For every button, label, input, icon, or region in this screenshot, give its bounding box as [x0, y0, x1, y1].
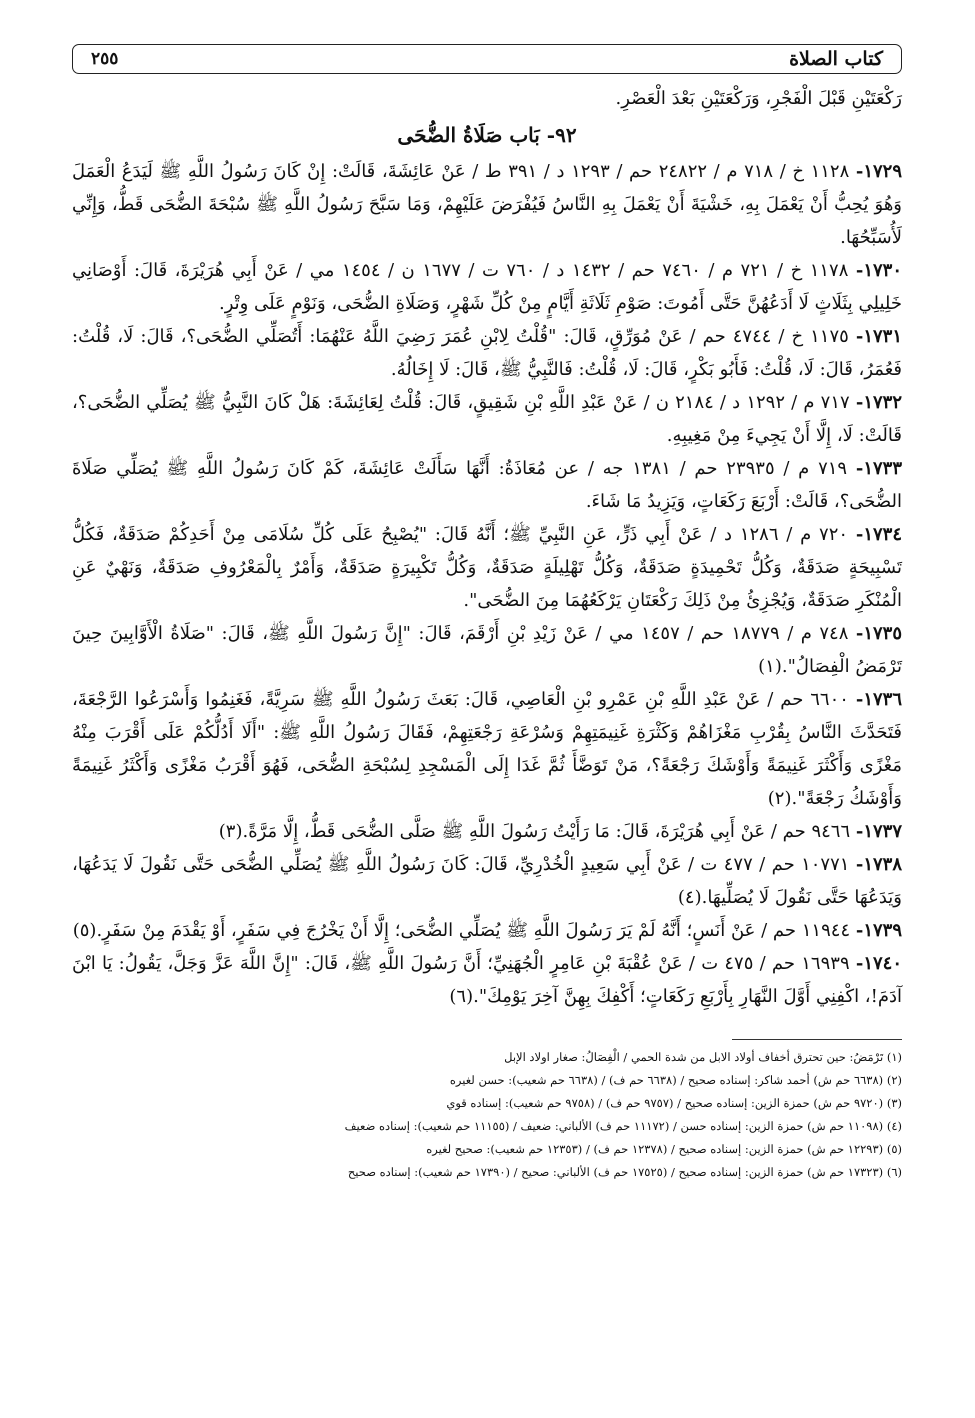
continuation-text: رَكْعَتَيْنِ قَبْلَ الْفَجْرِ، وَرَكْعَتَيْنِ بَعْدَ الْعَصْرِ.	[615, 88, 902, 109]
hadith-text: ٧٤٨ م / ١٨٧٧٩ حم / ١٤٥٧ مي / عَنْ زَيْدِ بْنِ أَرْقَمَ، قَالَ: "إِنَّ رَسُولَ اللَّهِ ﷺ، قَالَ: "صَلَاةُ الْأَوَّابِينَ حِينَ تَرْمَضُ الْفِصَالُ".(١)	[72, 623, 902, 677]
running-header	[72, 44, 902, 74]
hadith-number: ١٧٣٠-	[855, 260, 902, 281]
footnote: (١) تَرْمَضُ: حين تحترق أخفاف أولاد الابل من شدة الحمي / الْفِصَالُ: صغار اولاد الإبل	[504, 1050, 902, 1064]
page	[72, 44, 902, 1184]
hadith-entry	[72, 617, 902, 683]
hadith-entry	[72, 815, 902, 848]
footnote: (٦) (١٧٣٢٣ حم ش) حمزة الزين: إسناده صحيح / (١٧٥٢٥ حم ف) الألباني: صحيح / (١٧٣٩٠ حم شعيب): إسناده صحيح	[347, 1165, 902, 1179]
footnote-separator	[732, 1039, 902, 1040]
hadith-number: ١٧٤٠-	[855, 953, 902, 974]
footnote: (٢) (٦٦٣٨ حم ش) أحمد شاكر: إسناده صحيح / (٦٦٣٨ حم ف) / (٦٦٣٨ حم شعيب): حسن لغيره	[449, 1073, 902, 1087]
hadith-list	[72, 155, 902, 1013]
hadith-number: ١٧٢٩-	[855, 161, 903, 182]
hadith-text: ٦٦٠٠ حم / عَنْ عَبْدِ اللَّهِ بْنِ عَمْرِو بْنِ الْعَاصِي، قَالَ: بَعَثَ رَسُولُ اللَّهِ ﷺ سَرِيَّةً، فَغَنِمُوا وَأَسْرَعُوا الرَّجْعَةَ، فَتَحَدَّثَ النَّاسُ بِقُرْبِ مَغْزَاهُمْ وَكَثْرَةِ غَنِيمَتِهِمْ وَسُرْعَةِ رَجْعَتِهِمْ، فَقَالَ رَسُولُ اللَّهِ ﷺ: "أَلَا أَدُلُّكُمْ عَلَى أَقْرَبَ مِنْهُ مَغْزًى وَأَكْثَرَ غَنِيمَةً وَأَوْشَكَ رَجْعَةً؟، مَنْ تَوَضَّأَ ثُمَّ غَدَا إِلَى الْمَسْجِدِ لِسُبْحَةِ الضُّحَى، فَهُوَ أَقْرَبُ مَغْزًى وَأَكْثَرُ غَنِيمَةً وَأَوْشَكُ رَجْعَةً".(٢)	[72, 689, 902, 809]
hadith-number: ١٧٣١-	[855, 326, 902, 347]
hadith-text: ١١٩٤٤ حم / عَنْ أَنَسٍ؛ أَنَّهُ لَمْ يَرَ رَسُولَ اللَّهِ ﷺ يُصَلِّي الضُّحَى؛ إِلَّا أَنْ يَخْرُجَ فِي سَفَرٍ، أَوْ يَقْدَمَ مِنْ سَفَرٍ.(٥)	[72, 920, 851, 941]
hadith-number: ١٧٣٦-	[855, 689, 902, 710]
book-title: كتاب الصلاة	[789, 48, 883, 70]
hadith-entry	[72, 947, 902, 1013]
hadith-text: ٧٢٠ م / ١٢٨٦ د / عَنْ أَبِي ذَرٍّ، عَنِ النَّبِيِّ ﷺ؛ أَنَّهُ قَالَ: "يُصْبِحُ عَلَى كُلِّ سُلَامَى مِنْ أَحَدِكُمْ صَدَقَةٌ، فَكُلُّ تَسْبِيحَةٍ صَدَقَةٌ، وَكُلُّ تَحْمِيدَةٍ صَدَقَةٌ، وَكُلُّ تَهْلِيلَةٍ صَدَقَةٌ، وَكُلُّ تَكْبِيرَةٍ صَدَقَةٌ، وَأَمْرٌ بِالْمَعْرُوفِ صَدَقَةٌ، وَنَهْيٌ عَنِ الْمُنْكَرِ صَدَقَةٌ، وَيُجْزِئُ مِنْ ذَلِكَ رَكْعَتَانِ يَرْكَعُهُمَا مِنَ الضُّحَى".	[72, 524, 902, 611]
hadith-entry	[72, 254, 902, 320]
footnote: (٣) (٩٧٢٠ حم ش) حمزة الزين: إسناده صحيح / (٩٧٥٧ حم ف) / (٩٧٥٨ حم شعيب): إسناده قوي	[446, 1096, 902, 1110]
hadith-entry	[72, 386, 902, 452]
footnotes	[72, 1046, 902, 1184]
hadith-number: ١٧٣٧-	[855, 821, 902, 842]
hadith-number: ١٧٣٥-	[855, 623, 903, 644]
hadith-number: ١٧٣٣-	[855, 458, 902, 479]
hadith-entry	[72, 683, 902, 815]
hadith-entry	[72, 518, 902, 617]
hadith-number: ١٧٣٨-	[855, 854, 902, 875]
footnote: (٤) (١١٠٩٨ حم ش) حمزة الزين: إسناده حسن / (١١١٧٢ حم ف) الألباني: ضعيف / (١١١٥٥ حم شعيب): إسناده ضعيف	[344, 1119, 902, 1133]
hadith-entry	[72, 320, 902, 386]
hadith-text: ١٠٧٧١ حم / ٤٧٧ ت / عَنْ أَبِي سَعِيدٍ الْخُدْرِيِّ، قَالَ: كَانَ رَسُولُ اللَّهِ ﷺ يُصَلِّي الضُّحَى حَتَّى نَقُولَ لَا يَدَعُهَا، وَيَدَعُهَا حَتَّى نَقُولَ لَا يُصَلِّيهَا.(٤)	[72, 854, 902, 908]
hadith-entry	[72, 848, 902, 914]
hadith-text: ١٦٩٣٩ حم / ٤٧٥ ت / عَنْ عُقْبَةَ بْنِ عَامِرٍ الْجُهَنِيِّ؛ أَنَّ رَسُولَ اللَّهِ ﷺ، قَالَ: "إِنَّ اللَّهَ عَزَّ وَجَلَّ، يَقُولُ: يَا ابْنَ آدَمَ!، اكْفِنِي أَوَّلَ النَّهَارِ بِأَرْبَعِ رَكَعَاتٍ؛ أَكْفِكَ بِهِنَّ آخِرَ يَوْمِكَ".(٦)	[72, 953, 902, 1007]
chapter-title: ٩٢- بَاب صَلَاةُ الضُّحَى	[397, 123, 577, 147]
hadith-number: ١٧٣٩-	[855, 920, 902, 941]
hadith-text: ٩٤٦٦ حم / عَنْ أَبِي هُرَيْرَةَ، قَالَ: مَا رَأَيْتُ رَسُولَ اللَّهِ ﷺ صَلَّى الضُّحَى قَطُّ، إِلَّا مَرَّةً.(٣)	[218, 821, 851, 842]
hadith-text: ١١٢٨ خ / ٧١٨ م / ٢٤٨٢٢ حم / ١٢٩٣ د / ٣٩١ ط / عَنْ عَائِشَةَ، قَالَتْ: إِنْ كَانَ رَسُولُ اللَّهِ ﷺ لَيَدَعُ الْعَمَلَ وَهُوَ يُحِبُّ أَنْ يَعْمَلَ بِهِ، خَشْيَةَ أَنْ يَعْمَلَ بِهِ النَّاسُ فَيُفْرَضَ عَلَيْهِمْ، وَمَا سَبَّحَ رَسُولُ اللَّهِ ﷺ سُبْحَةَ الضُّحَى قَطُّ، وَإِنِّي لَأُسَبِّحُهَا.	[72, 161, 902, 248]
page-number: ٢٥٥	[91, 49, 119, 69]
hadith-text: ١١٧٥ خ / ٤٧٤٤ حم / عَنْ مُوَرِّقٍ، قَالَ: "قُلْتُ لِابْنِ عُمَرَ رَضِيَ اللَّهُ عَنْهُمَا: أَتُصَلِّي الضُّحَى؟، قَالَ: لَا، قُلْتُ: فَعُمَرُ، قَالَ: لَا، قُلْتُ: فَأَبُو بَكْرٍ، قَالَ: لَا، قُلْتُ: فَالنَّبِيُّ ﷺ، قَالَ: لَا إِخَالُهُ.	[72, 326, 902, 380]
hadith-text: ٧١٧ م / ١٢٩٢ د / ٢١٨٤ ن / عَنْ عَبْدِ اللَّهِ بْنِ شَقِيقٍ، قَالَ: قُلْتُ لِعَائِشَةَ: هَلْ كَانَ النَّبِيُّ ﷺ يُصَلِّي الضُّحَى؟، قَالَتْ: لَا، إِلَّا أَنْ يَجِيءَ مِنْ مَغِيبِهِ.	[72, 392, 902, 446]
hadith-entry	[72, 914, 902, 947]
hadith-entry	[72, 155, 902, 254]
hadith-number: ١٧٣٤-	[855, 524, 902, 545]
hadith-text: ١١٧٨ خ / ٧٢١ م / ٧٤٦٠ حم / ١٤٣٢ د / ٧٦٠ ت / ١٦٧٧ ن / ١٤٥٤ مي / عَنْ أَبِي هُرَيْرَةَ، قَالَ: أَوْصَانِي خَلِيلِي بِثَلَاثٍ لَا أَدَعُهُنَّ حَتَّى أَمُوتَ: صَوْمِ ثَلَاثَةِ أَيَّامٍ مِنْ كُلِّ شَهْرٍ، وَصَلَاةِ الضُّحَى، وَنَوْمٍ عَلَى وِتْرٍ.	[72, 260, 902, 314]
hadith-number: ١٧٣٢-	[855, 392, 902, 413]
hadith-entry	[72, 452, 902, 518]
footnote: (٥) (١٢٢٩٣ حم ش) حمزة الزين: إسناده صحيح / (١٢٣٧٨ حم ف) / (١٢٣٥٣ حم شعيب): صحيح لغيره	[426, 1142, 902, 1156]
hadith-text: ٧١٩ م / ٢٣٩٣٥ حم / ١٣٨١ جه / عن مُعَاذَةُ: أَنَّهَا سَأَلَتْ عَائِشَةَ، كَمْ كَانَ رَسُولُ اللَّهِ ﷺ يُصَلِّي صَلَاةَ الضُّحَى؟، قَالَتْ: أَرْبَعَ رَكَعَاتٍ، وَيَزِيدُ مَا شَاءَ.	[72, 458, 902, 512]
